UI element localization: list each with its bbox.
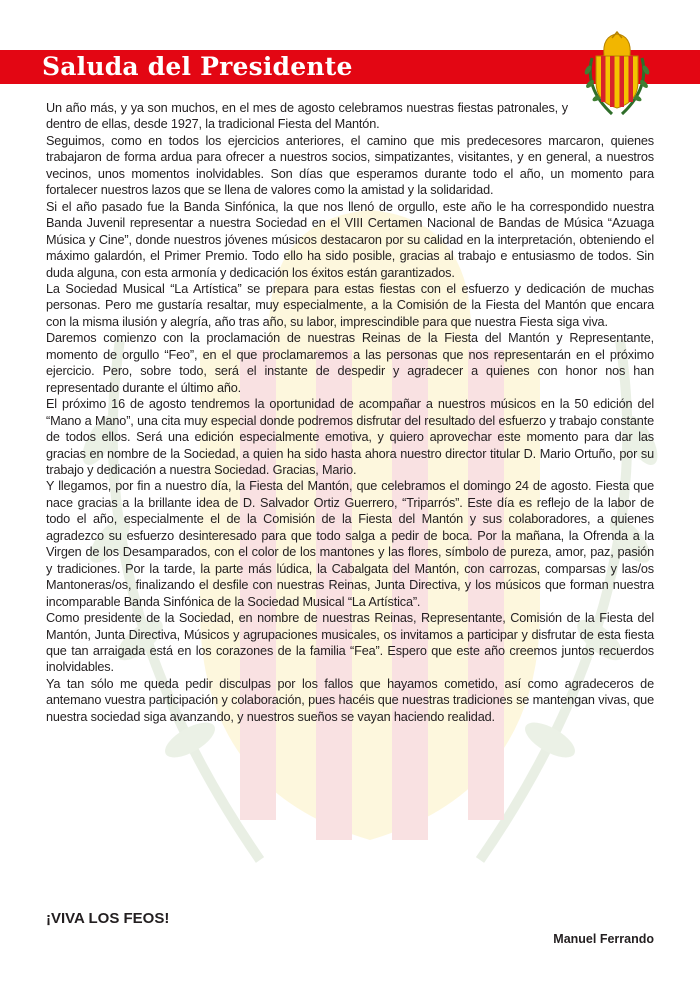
paragraph-2: Seguimos, como en todos los ejercicios anteriores, el camino que mis predecesores marcaron, quienes trabajaron de forma ardua para ofrecer a nuestros socios, simpatizantes, visitantes, y en general, a nuestros vecinos, unos momentos inolvidables. Son días que esperamos durante todo el año, un momento para fortalecer nuestros lazos que se llena de valores como la amistad y la solidaridad. bbox=[46, 133, 654, 198]
paragraph-7: Y llegamos, por fin a nuestro día, la Fiesta del Mantón, que celebramos el domingo 24 de agosto. Fiesta que nace gracias a la brillante idea de D. Salvador Ortiz Guerrero, “Triparrós”. Este día es reflejo de la labor de todo el año, especialmente el de la Comisión de la Fiesta del Mantón y sus colaboradores, a quienes agradezco su esfuerzo desinteresado para que todo salga a pedir de boca. Por la mañana, la Ofrenda a la Virgen de los Desamparados, con el color de los mantones y las flores, símbolo de pureza, amor, paz, pasión y tradiciones. Por la tarde, la parte más lúdica, la Cabalgata del Mantón, con carrozas, comparsas y las/os Mantoneras/os, finalizando el desfile con nuestras Reinas, Junta Directiva, y los músicos que forman nuestra incomparable Banda Sinfónica de la Sociedad Musical “La Artística”. bbox=[46, 479, 654, 609]
paragraph-5: Daremos comienzo con la proclamación de nuestras Reinas de la Fiesta del Mantón y Representante, momento de orgullo “Feo”, en el que proclamaremos a las personas que nos representarán en el próximo ejercicio. Pero, sobre todo, será el instante de despedir y agradecer a quienes con honor nos han representado durante el último año. bbox=[46, 331, 654, 395]
paragraph-1: Un año más, y ya son muchos, en el mes de agosto celebramos nuestras fiestas patronales, y dentro de ellas, desde 1927, la tradicional Fiesta del Mantón. bbox=[46, 101, 568, 132]
president-letter bbox=[46, 100, 654, 725]
paragraph-3: Si el año pasado fue la Banda Sinfónica, la que nos llenó de orgullo, este año le ha correspondido nuestra Banda Juvenil representar a nuestra Sociedad en el VIII Certamen Nacional de Bandas de Música “Azuaga Música y Cine”, donde nuestros jóvenes músicos destacaron por su calidad en la interpretación, obteniendo el máximo galardón, el Primer Premio. Todo ello ha sido posible, gracias al trabajo e entusiasmo de todos. Sin duda alguna, con esta armonía y dedicación los éxitos están garantizados. bbox=[46, 199, 654, 280]
paragraph-8: Como presidente de la Sociedad, en nombre de nuestras Reinas, Representante, Comisión de la Fiesta del Mantón, Junta Directiva, Músicos y agrupaciones musicales, os invitamos a participar y disfrutar de esta fiesta que tan arraigada está en los corazones de la familia “Fea”. Espero que este año creemos juntos recuerdos inolvidables. bbox=[46, 611, 654, 675]
paragraph-6: El próximo 16 de agosto tendremos la oportunidad de acompañar a nuestros músicos en la 50 edición del “Mano a Mano”, una cita muy especial donde podremos disfrutar del resultado del esfuerzo y trabajo constante de todos ellos. Será una edición especialmente emotiva, y quiero aprovechar este momento para dar las gracias en nombre de la Sociedad, a quien ha sido hasta ahora nuestro director titular D. Mario Ortuño, por su trabajo y dedicación a nuestra Sociedad. Gracias, Mario. bbox=[46, 397, 654, 477]
coat-of-arms-icon bbox=[582, 28, 652, 118]
paragraph-4: La Sociedad Musical “La Artística” se prepara para estas fiestas con el esfuerzo y dedicación de muchas personas. Pero me gustaría resaltar, muy especialmente, a la Comisión de la Fiesta del Mantón que encara con la misma ilusión y alegría, año tras año, su labor, imprescindible para que nuestra Fiesta siga viva. bbox=[46, 281, 654, 329]
signature-name: Manuel Ferrando bbox=[553, 932, 654, 946]
closing-exclamation: ¡VIVA LOS FEOS! bbox=[46, 910, 170, 927]
page-title: Saluda del Presidente bbox=[42, 52, 353, 81]
paragraph-9: Ya tan sólo me queda pedir disculpas por los fallos que hayamos cometido, así como agradeceros de antemano vuestra participación y colaboración, pues hacéis que nuestras tradiciones se mantengan vivas, que nuestra sociedad siga avanzando, y nuestros sueños se vayan haciendo realidad. bbox=[46, 676, 654, 724]
